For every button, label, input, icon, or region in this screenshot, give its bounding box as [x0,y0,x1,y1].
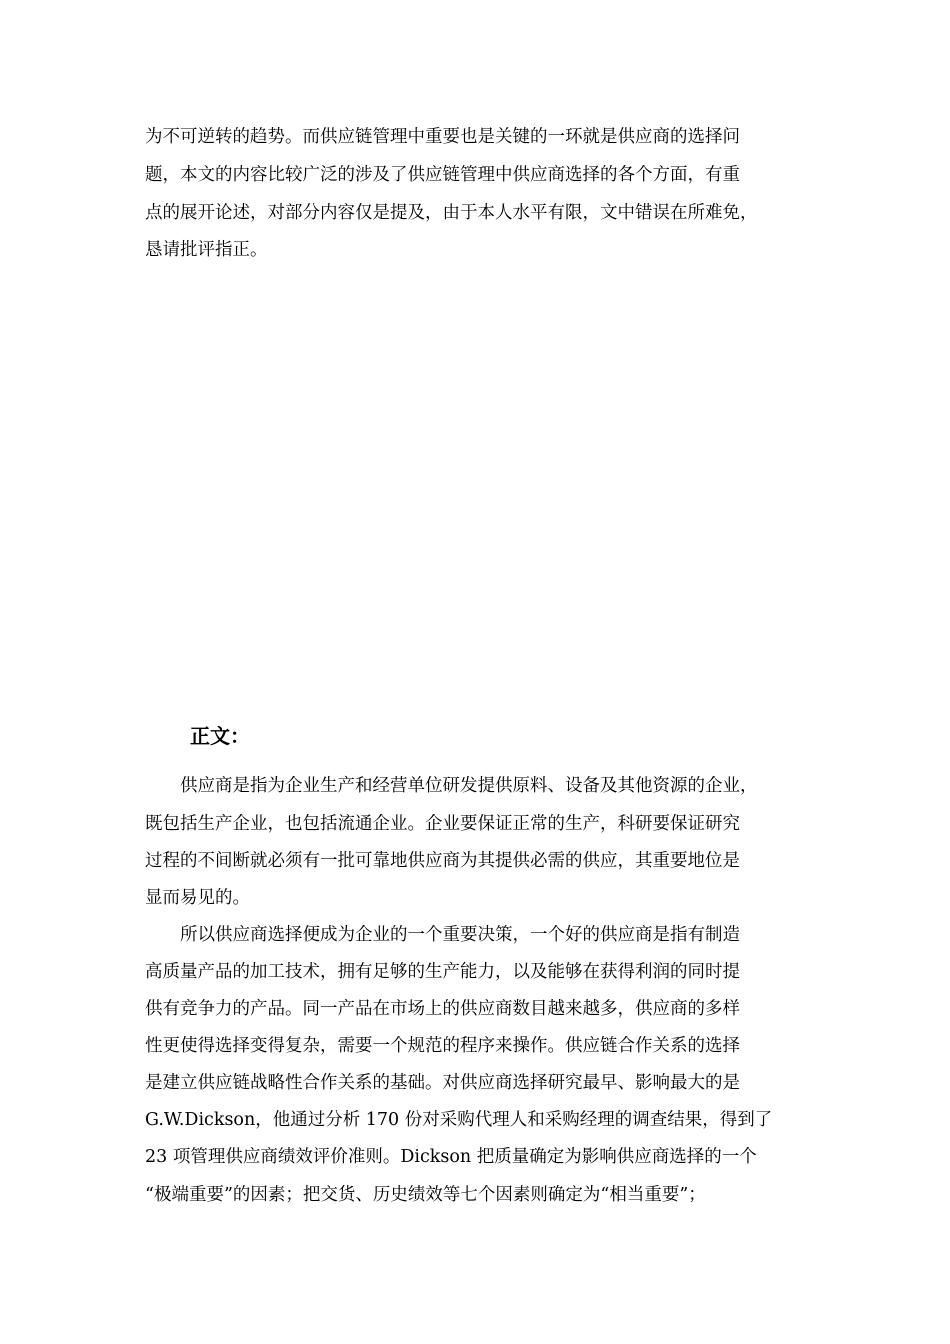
body-line: 过程的不间断就必须有一批可靠地供应商为其提供必需的供应，其重要地位是 [145,851,740,871]
intro-line: 恳请批评指正。 [145,240,268,260]
body-line: 供有竞争力的产品。同一产品在市场上的供应商数目越来越多，供应商的多样 [145,999,740,1019]
body-line: 既包括生产企业，也包括流通企业。企业要保证正常的生产，科研要保证研究 [145,814,740,834]
intro-line: 为不可逆转的趋势。而供应链管理中重要也是关键的一环就是供应商的选择问 [145,127,740,147]
body-line: 高质量产品的加工技术，拥有足够的生产能力，以及能够在获得利润的同时提 [145,962,740,982]
body-line: 性更使得选择变得复杂，需要一个规范的程序来操作。供应链合作关系的选择 [145,1036,740,1056]
intro-line: 题，本文的内容比较广泛的涉及了供应链管理中供应商选择的各个方面，有重 [145,165,740,185]
body-line: “极端重要”的因素；把交货、历史绩效等七个因素则确定为“相当重要”； [145,1185,706,1205]
body-line: 是建立供应链战略性合作关系的基础。对供应商选择研究最早、影响最大的是 [145,1073,740,1093]
body-line: G.W.Dickson，他通过分析 170 份对采购代理人和采购经理的调查结果，得到了 [145,1110,773,1130]
body-line: 23 项管理供应商绩效评价准则。Dickson 把质量确定为影响供应商选择的一个 [145,1147,757,1167]
section-heading: 正文： [190,724,250,748]
intro-line: 点的展开论述，对部分内容仅是提及，由于本人水平有限，文中错误在所难免， [145,203,758,223]
body-line: 显而易见的。 [145,888,250,908]
body-line: 供应商是指为企业生产和经营单位研发提供原料、设备及其他资源的企业， [145,776,758,796]
body-line: 所以供应商选择便成为企业的一个重要决策，一个好的供应商是指有制造 [145,925,740,945]
